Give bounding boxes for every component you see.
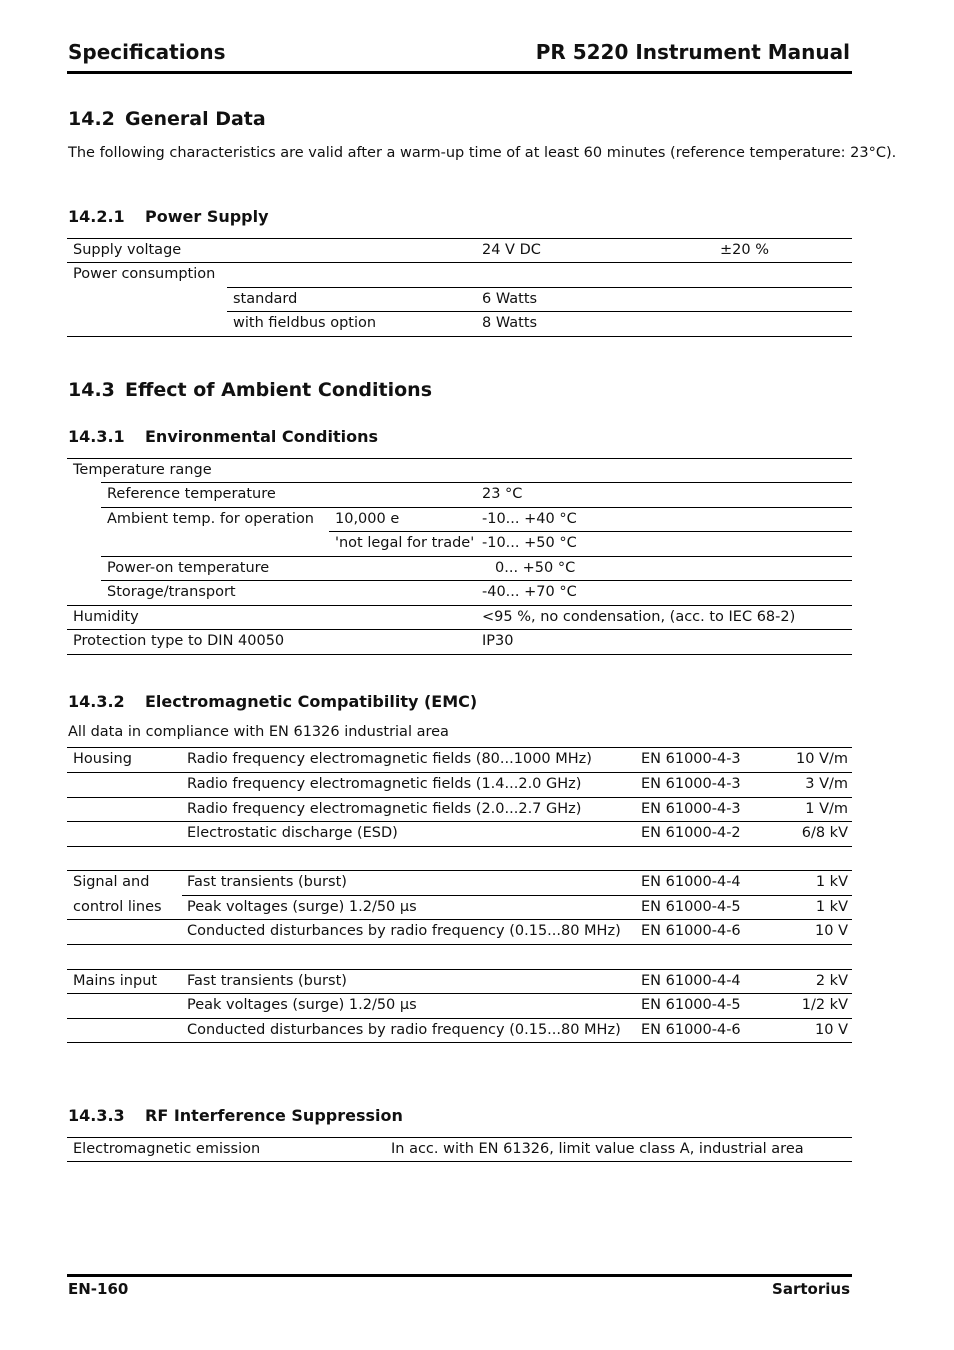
supply-voltage-label: Supply voltage (73, 242, 182, 258)
table-row (67, 287, 852, 311)
footer-brand: Sartorius (772, 1280, 850, 1298)
table-row (67, 531, 852, 555)
section-number: 14.3.2 (68, 692, 125, 711)
storage-temp-value: -40... +70 °C (482, 584, 577, 600)
protection-type-value: IP30 (482, 633, 514, 649)
section-14-3-heading (68, 379, 432, 401)
emc-group-label: Mains input (73, 973, 158, 989)
emc-value: 1 kV (815, 874, 848, 890)
general-data-intro: The following characteristics are valid after a warm-up time of at least 60 minutes (reference temperature: 23°C). (68, 145, 897, 161)
emc-standard: EN 61000-4-5 (641, 899, 741, 915)
emc-test-desc: Electrostatic discharge (ESD) (187, 825, 398, 841)
emc-standard: EN 61000-4-2 (641, 825, 741, 841)
table-row (67, 1018, 852, 1042)
table-row (67, 993, 852, 1017)
table-row (67, 797, 852, 821)
emission-label: Electromagnetic emission (73, 1141, 261, 1157)
table-row (67, 747, 852, 771)
section-number: 14.3.1 (68, 427, 125, 446)
section-number: 14.3 (68, 379, 115, 401)
section-number: 14.2.1 (68, 207, 125, 226)
ambient-temp-label: Ambient temp. for operation (107, 511, 315, 527)
page-number: EN-160 (68, 1280, 129, 1298)
table-row (67, 969, 852, 993)
emc-standard: EN 61000-4-4 (641, 874, 741, 890)
header-section-title: Specifications (68, 40, 226, 64)
section-14-2-heading (68, 108, 266, 130)
emc-test-desc: Conducted disturbances by radio frequency (0.15...80 MHz) (187, 1022, 621, 1038)
table-row (67, 605, 852, 629)
table-row (67, 507, 852, 531)
emc-value: 10 V/m (796, 751, 848, 767)
humidity-value: <95 %, no condensation, (acc. to IEC 68-2) (482, 609, 796, 625)
table-row (67, 772, 852, 796)
table-row (67, 458, 852, 482)
ambient-temp-value: -10... +50 °C (482, 535, 577, 551)
table-row (67, 482, 852, 506)
emc-value: 6/8 kV (801, 825, 848, 841)
table-row (67, 311, 852, 335)
table-row (67, 262, 852, 286)
section-14-3-1-heading (68, 427, 378, 446)
emc-value: 2 kV (815, 973, 848, 989)
section-title: RF Interference Suppression (145, 1106, 403, 1125)
emc-value: 10 V (815, 923, 848, 939)
reference-temp-value: 23 °C (482, 486, 523, 502)
emc-test-desc: Fast transients (burst) (187, 874, 347, 890)
emc-group-label: Housing (73, 751, 132, 767)
emc-standard: EN 61000-4-3 (641, 751, 741, 767)
footer-rule (67, 1274, 852, 1277)
section-number: 14.2 (68, 108, 115, 130)
reference-temp-label: Reference temperature (107, 486, 276, 502)
power-consumption-label: Power consumption (73, 266, 216, 282)
section-title: Environmental Conditions (145, 427, 379, 446)
emc-test-desc: Peak voltages (surge) 1.2/50 µs (187, 997, 417, 1013)
table-row (67, 821, 852, 845)
table-rule (67, 944, 852, 945)
emc-standard: EN 61000-4-6 (641, 1022, 741, 1038)
section-14-3-2-heading (68, 692, 477, 711)
temperature-range-label: Temperature range (73, 462, 212, 478)
table-rule (67, 846, 852, 847)
emc-group-label: control lines (73, 899, 162, 915)
ambient-temp-sub: 10,000 e (335, 511, 400, 527)
fieldbus-label: with fieldbus option (233, 315, 377, 331)
standard-label: standard (233, 291, 298, 307)
emc-standard: EN 61000-4-4 (641, 973, 741, 989)
section-title: Effect of Ambient Conditions (125, 379, 432, 401)
ambient-temp-value: -10... +40 °C (482, 511, 577, 527)
humidity-label: Humidity (73, 609, 139, 625)
table-row (67, 919, 852, 943)
emc-standard: EN 61000-4-5 (641, 997, 741, 1013)
fieldbus-value: 8 Watts (482, 315, 538, 331)
table-rule (67, 1161, 852, 1162)
table-rule (67, 654, 852, 655)
emc-intro: All data in compliance with EN 61326 industrial area (68, 724, 449, 740)
emission-value: In acc. with EN 61326, limit value class A, industrial area (391, 1141, 804, 1157)
section-title: Power Supply (145, 207, 269, 226)
power-on-temp-value: 0... +50 °C (495, 560, 576, 576)
emc-standard: EN 61000-4-6 (641, 923, 741, 939)
storage-temp-label: Storage/transport (107, 584, 236, 600)
emc-group-label: Signal and (73, 874, 150, 890)
power-on-temp-label: Power-on temperature (107, 560, 270, 576)
emc-value: 3 V/m (805, 776, 848, 792)
table-row (67, 556, 852, 580)
header-rule (67, 71, 852, 74)
table-rule (67, 336, 852, 337)
supply-voltage-tolerance: ±20 % (720, 242, 769, 258)
protection-type-label: Protection type to DIN 40050 (73, 633, 285, 649)
emc-test-desc: Radio frequency electromagnetic fields (1.4...2.0 GHz) (187, 776, 582, 792)
emc-test-desc: Radio frequency electromagnetic fields (80...1000 MHz) (187, 751, 592, 767)
section-14-3-3-heading (68, 1106, 403, 1125)
emc-value: 1/2 kV (801, 997, 848, 1013)
standard-value: 6 Watts (482, 291, 538, 307)
emc-test-desc: Peak voltages (surge) 1.2/50 µs (187, 899, 417, 915)
section-number: 14.3.3 (68, 1106, 125, 1125)
table-row (67, 895, 852, 919)
section-14-2-1-heading (68, 207, 269, 226)
emc-standard: EN 61000-4-3 (641, 801, 741, 817)
emc-value: 1 kV (815, 899, 848, 915)
section-title: General Data (125, 108, 266, 130)
table-rule (67, 1042, 852, 1043)
emc-standard: EN 61000-4-3 (641, 776, 741, 792)
table-row (67, 1137, 852, 1161)
table-row (67, 629, 852, 653)
emc-value: 1 V/m (805, 801, 848, 817)
emc-test-desc: Radio frequency electromagnetic fields (2.0...2.7 GHz) (187, 801, 582, 817)
table-row (67, 238, 852, 262)
section-title: Electromagnetic Compatibility (EMC) (145, 692, 478, 711)
ambient-temp-sub: 'not legal for trade' (335, 535, 475, 551)
table-row (67, 580, 852, 604)
supply-voltage-value: 24 V DC (482, 242, 541, 258)
header-manual-title: PR 5220 Instrument Manual (535, 40, 850, 64)
emc-test-desc: Conducted disturbances by radio frequency (0.15...80 MHz) (187, 923, 621, 939)
table-row (67, 870, 852, 894)
emc-value: 10 V (815, 1022, 848, 1038)
emc-test-desc: Fast transients (burst) (187, 973, 347, 989)
